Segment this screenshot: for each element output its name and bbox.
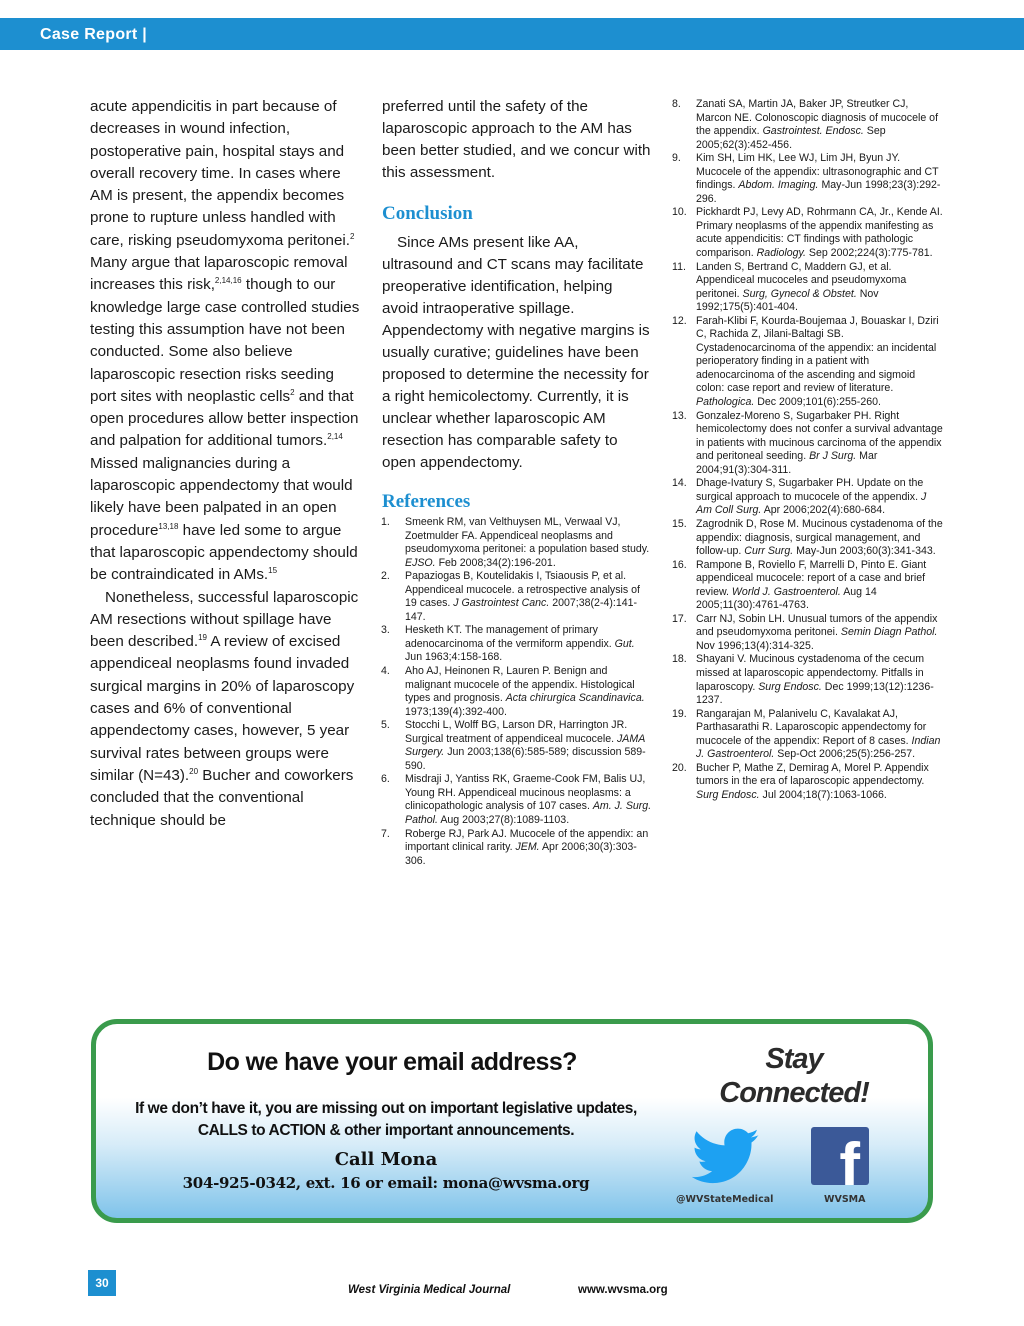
reference-citation: Sep 2005;62(3):452-456. [696, 125, 886, 151]
stay-line-1: Stay [765, 1043, 823, 1075]
reference-journal: Am. J. Surg. Pathol. [405, 800, 652, 827]
promo-title: Do we have your email address? [207, 1048, 577, 1076]
reference-number: 14. [672, 477, 687, 490]
reference-journal: Pathologica. [696, 396, 755, 409]
reference-item [672, 477, 944, 518]
text-run: Bucher and coworkers concluded that the conventional technique should be [90, 766, 354, 829]
reference-item [672, 653, 944, 707]
left-paragraph-2 [90, 587, 360, 832]
citation: 13,18 [158, 521, 179, 531]
reference-journal: Gut. [614, 637, 635, 650]
text-run: have led some to argue that laparoscopic appendectomy should be contraindicated in AMs. [90, 521, 358, 584]
promo-message-line-2: CALLS to ACTION & other important announcements. [197, 1122, 575, 1139]
reference-text: Shayani V. Mucinous cystadenoma of the cecum missed at laparoscopic appendectomy. Pitfalls in laparoscopy. [696, 653, 925, 693]
reference-number: 19. [672, 707, 687, 720]
citation: 2 [290, 387, 295, 397]
reference-citation: Sep-Oct 2006;25(5):256-257. [774, 748, 916, 761]
reference-citation: 2007;38(2-4):141-147. [405, 597, 638, 623]
reference-text: Zagrodnik D, Rose M. Mucinous cystadenoma of the appendix: diagnosis, surgical management, and follow-up. [696, 517, 943, 558]
text-run: acute appendicitis in part because of decreases in wound infection, postoperative pain, hospital stays and overall recovery time. In cases where AM is present, the appendix becomes prone to rupture unless handled with care, risking pseudomyxoma peritonei. [90, 98, 350, 249]
reference-number: 20. [672, 761, 687, 774]
reference-text: Farah-Klibi F, Kourda-Boujemaa J, Bouaskar I, Dziri C, Rachida Z, Jilani-Baltagi SB. Cystadenocarcinoma of the appendix: an incidental perioperatory finding in a patient with adenocarcinoma of the ascending and sigmoid colon: case report and review of literature. [696, 314, 939, 395]
reference-text: Aho AJ, Heinonen R, Lauren P. Benign and malignant mucocele of the appendix. Histological types and prognosis. [405, 665, 635, 705]
reference-number: 10. [672, 206, 687, 219]
reference-text: Pickhardt PJ, Levy AD, Rohrmann CA, Jr., Kende AI. Primary neoplasms of the appendix manifesting as acute appendicitis: CT findings with pathologic comparison. [696, 206, 943, 260]
reference-item [672, 708, 944, 762]
reference-citation: Apr 2006;202(4):680-684. [761, 504, 886, 517]
reference-item [672, 559, 944, 613]
reference-text: Dhage-Ivatury S, Sugarbaker PH. Update on the surgical approach to mucocele of the appendix. [696, 477, 924, 503]
reference-number: 5. [381, 719, 390, 732]
reference-journal: Semin Diagn Pathol. [840, 626, 938, 639]
citation: 15 [268, 566, 278, 576]
reference-item [672, 152, 944, 206]
reference-item [382, 773, 652, 827]
text-run: and that open procedures allow better inspection and palpation for additional tumors. [90, 387, 359, 450]
reference-item [382, 516, 652, 570]
reference-text: Kim SH, Lim HK, Lee WJ, Lim JH, Byun JY. Mucocele of the appendix: ultrasonographic and CT findings. [696, 152, 939, 192]
reference-citation: Apr 2006;30(3):303-306. [405, 841, 637, 867]
middle-column [382, 96, 652, 868]
text-run: Missed malignancies during a laparoscopic appendectomy that would likely have been palpated in an open procedure [90, 454, 353, 539]
reference-number: 13. [672, 409, 687, 422]
reference-text: Roberge RJ, Park AJ. Mucocele of the appendix: an important clinical rarity. [405, 827, 649, 854]
reference-number: 8. [672, 98, 681, 110]
reference-item [382, 719, 652, 773]
reference-item [672, 613, 944, 654]
reference-journal: Surg Endosc. [758, 680, 822, 693]
reference-citation: Sep 2002;224(3):775-781. [805, 247, 933, 260]
twitter-handle[interactable]: @WVStateMedical [676, 1194, 774, 1205]
reference-text: Carr NJ, Sobin LH. Unusual tumors of the appendix and pseudomyxoma peritonei. [696, 612, 938, 639]
reference-number: 2. [381, 570, 390, 583]
reference-text: Landen S, Bertrand C, Maddern GJ, et al. Appendiceal mucoceles and pseudomyxoma peritonei. [696, 260, 907, 300]
text-run: though to our knowledge large case controlled studies testing this assumption have not been conducted. Some also believe laparoscopic resection risks seeding port sites with neoplastic cells [90, 276, 360, 405]
reference-journal: EJSO. [405, 556, 436, 569]
reference-item [672, 206, 944, 260]
section-header-bar [0, 18, 1024, 50]
reference-text: Hesketh KT. The management of primary adenocarcinoma of the vermiform appendix. [405, 624, 615, 650]
reference-item [382, 828, 652, 869]
citation: 19 [198, 633, 207, 643]
reference-journal: J Am Coll Surg. [696, 490, 927, 517]
reference-text: Gonzalez-Moreno S, Sugarbaker PH. Right hemicolectomy does not confer a survival advantage in patients with mucinous carcinoma of the appendix and peritoneal seeding. [696, 409, 943, 463]
reference-number: 6. [381, 773, 390, 786]
reference-citation: Jun 2003;138(6):585-589; discussion 589-590. [405, 746, 646, 772]
reference-item [672, 410, 944, 478]
reference-number: 11. [672, 260, 686, 273]
reference-citation: Dec 1999;13(12):1236-1237. [696, 680, 934, 707]
stay-connected-heading [694, 1042, 894, 1110]
reference-item [672, 98, 944, 152]
reference-journal: World J. Gastroenterol. [731, 585, 841, 598]
citation: 2,14,16 [214, 276, 242, 286]
reference-list-part-2 [672, 98, 944, 802]
twitter-icon[interactable] [692, 1128, 760, 1186]
reference-number: 4. [381, 665, 390, 678]
reference-number: 1. [381, 516, 390, 528]
conclusion-paragraph: Since AMs present like AA, ultrasound and CT scans may facilitate preoperative identification, helping avoid intraoperative spillage. Appendectomy with negative margins is usually curative; guidelines have been proposed to determine the necessity for a right hemicolectomy. Currently, it is unclear whether laparoscopic AM resection has comparable safety to open appendectomy. [382, 234, 650, 471]
reference-number: 3. [381, 624, 390, 637]
reference-journal: J Gastrointest Canc. [453, 597, 550, 610]
reference-citation: Aug 2003;27(8):1089-1103. [437, 814, 570, 827]
reference-number: 18. [672, 653, 687, 666]
reference-item [672, 261, 944, 315]
reference-item [382, 570, 652, 624]
reference-item [382, 624, 652, 665]
section-label: Case Report | [40, 26, 148, 43]
reference-citation: Feb 2008;34(2):196-201. [435, 556, 556, 569]
citation: 20 [189, 766, 199, 776]
reference-text: Rampone B, Roviello F, Marrelli D, Pinto E. Giant appendiceal mucocele: report of a case and brief review. [696, 558, 927, 598]
facebook-handle[interactable]: WVSMA [824, 1194, 866, 1205]
reference-number: 7. [381, 827, 390, 840]
reference-item [672, 518, 944, 559]
reference-citation: Aug 14 2005;11(30):4761-4763. [696, 585, 877, 612]
reference-number: 16. [672, 558, 687, 571]
reference-journal: Surg, Gynecol & Obstet. [742, 287, 857, 300]
reference-journal: Radiology. [756, 247, 806, 260]
reference-text: Smeenk RM, van Velthuysen ML, Verwaal VJ, Zoetmulder FA. Appendiceal neoplasms and pseudomyxoma peritonei: a population based study. [405, 516, 650, 556]
reference-journal: Gastrointest. Endosc. [762, 125, 864, 138]
middle-paragraph-1: preferred until the safety of the laparoscopic approach to the AM has been better studied, and we concur with this assessment. [382, 98, 651, 181]
reference-text: Papaziogas B, Koutelidakis I, Tsiaousis P, et al. Appendiceal mucocele. a retrospective analysis of 19 cases. [405, 570, 640, 610]
reference-journal: Curr Surg. [744, 545, 794, 558]
promo-contact-info[interactable]: 304-925-0342, ext. 16 or email: mona@wvsma.org [182, 1174, 590, 1192]
text-run: Nonetheless, successful laparoscopic AM resections without spillage have been described. [90, 588, 359, 651]
reference-citation: Dec 2009;101(6):255-260. [754, 396, 881, 409]
reference-citation: Nov 1992;175(5):401-404. [696, 287, 879, 314]
reference-text: Rangarajan M, Palanivelu C, Kavalakat AJ, Parthasarathi R. Laparoscopic appendectomy for mucocele of the appendix: Report of 8 cases. [696, 707, 927, 747]
reference-citation: 1973;139(4):392-400. [405, 705, 507, 718]
reference-journal: Acta chirurgica Scandinavica. [505, 692, 645, 705]
reference-citation: May-Jun 1998;23(3):292-296. [696, 179, 941, 205]
text-run: A review of excised appendiceal neoplasms found invaded surgical margins in 20% of laparoscopy cases and 6% of conventional appendectomy cases, however, 5 year survival rates between groups were similar (N=43). [90, 633, 355, 784]
reference-number: 9. [672, 152, 681, 165]
reference-citation: Jul 2004;18(7):1063-1066. [759, 788, 887, 801]
facebook-f-glyph: f [839, 1131, 860, 1185]
email-signup-promo [91, 1019, 933, 1223]
reference-text: Zanati SA, Martin JA, Baker JP, Streutker CJ, Marcon NE. Colonoscopic diagnosis of mucocele of the appendix. [696, 98, 939, 138]
left-column [90, 96, 360, 832]
reference-item [672, 762, 944, 803]
text-run: Many argue that laparoscopic removal increases this risk, [90, 254, 348, 294]
stay-line-2: Connected! [719, 1077, 869, 1109]
reference-journal: Indian J. Gastroenterol. [696, 734, 941, 761]
reference-number: 15. [672, 517, 687, 530]
promo-message-line-1: If we don’t have it, you are missing out on important legislative updates, [135, 1100, 637, 1117]
promo-call-label: Call Mona [334, 1149, 438, 1170]
right-column [672, 98, 944, 802]
reference-item [382, 665, 652, 719]
reference-text: Stocchi L, Wolff BG, Larson DR, Harrington JR. Surgical treatment of appendiceal mucocele. [405, 719, 628, 745]
reference-journal: JAMA Surgery. [405, 732, 645, 759]
reference-journal: Br J Surg. [809, 450, 857, 463]
left-paragraph-1 [90, 96, 360, 587]
website-link[interactable]: www.wvsma.org [578, 1284, 668, 1296]
journal-name: West Virginia Medical Journal [348, 1284, 511, 1296]
reference-list-part-1 [382, 516, 652, 868]
reference-citation: Mar 2004;91(3):304-311. [696, 450, 878, 476]
reference-number: 17. [672, 612, 687, 625]
citation: 2,14 [327, 432, 343, 442]
references-heading: References [382, 491, 471, 512]
reference-journal: JEM. [515, 841, 540, 854]
facebook-icon[interactable] [811, 1127, 869, 1185]
conclusion-heading: Conclusion [382, 203, 473, 224]
reference-text: Bucher P, Mathe Z, Demirag A, Morel P. Appendix tumors in the era of laparoscopic appendectomy. [696, 761, 929, 788]
reference-number: 12. [672, 314, 687, 327]
reference-text: Misdraji J, Yantiss RK, Graeme-Cook FM, Balis UJ, Young RH. Appendiceal mucinous neoplasms: a clinicopathologic analysis of 107 cases. [405, 773, 646, 813]
reference-journal: Surg Endosc. [696, 788, 760, 801]
reference-item [672, 315, 944, 410]
reference-citation: Nov 1996;13(4):314-325. [696, 639, 814, 652]
page-number: 30 [88, 1270, 116, 1296]
reference-citation: Jun 1963;4:158-168. [405, 651, 503, 664]
reference-citation: May-Jun 2003;60(3):341-343. [793, 545, 936, 558]
citation: 2 [350, 231, 355, 241]
reference-journal: Abdom. Imaging. [738, 179, 819, 192]
